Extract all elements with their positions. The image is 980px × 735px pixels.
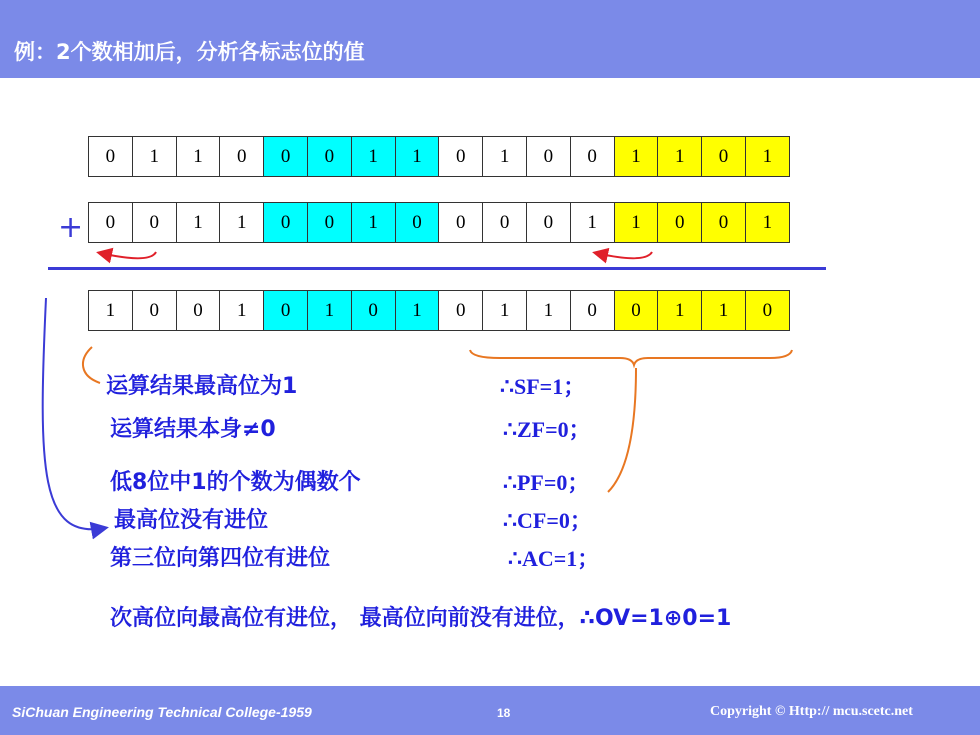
bit-cell: 0 xyxy=(438,136,483,177)
bit-cell: 0 xyxy=(263,290,308,331)
plus-sign: + xyxy=(58,210,84,245)
bit-cell: 0 xyxy=(307,202,352,243)
carry-arrow-msb xyxy=(100,252,156,258)
orange-connector xyxy=(608,368,636,492)
bit-cell: 0 xyxy=(395,202,440,243)
bit-cell: 0 xyxy=(263,136,308,177)
bit-cell: 1 xyxy=(351,136,396,177)
bit-cell: 1 xyxy=(745,136,790,177)
bit-cell: 1 xyxy=(482,290,527,331)
slide-title: 例：2个数相加后，分析各标志位的值 xyxy=(14,40,365,64)
ov-statement: 次高位向最高位有进位， 最高位向前没有进位，∴OV=1⊕0=1 xyxy=(110,606,732,631)
college-name: SiChuan Engineering Technical College-1959 xyxy=(12,704,312,720)
bit-cell: 1 xyxy=(395,290,440,331)
bit-cell: 1 xyxy=(614,202,659,243)
bit-cell: 1 xyxy=(307,290,352,331)
bit-cell: 0 xyxy=(526,136,571,177)
bit-cell: 0 xyxy=(132,290,177,331)
condition-pf: 低8位中1的个数为偶数个 xyxy=(110,470,361,495)
copyright: Copyright © Http:// mcu.scetc.net xyxy=(710,704,913,719)
result-zf: ∴ZF=0； xyxy=(503,417,591,442)
bit-cell: 1 xyxy=(176,136,221,177)
bit-cell: 0 xyxy=(176,290,221,331)
page-number: 18 xyxy=(497,706,511,720)
bit-cell: 1 xyxy=(701,290,746,331)
bit-cell: 1 xyxy=(219,202,264,243)
condition-cf: 最高位没有进位 xyxy=(114,508,269,533)
bit-cell: 0 xyxy=(526,202,571,243)
bit-cell: 0 xyxy=(219,136,264,177)
bit-cell: 1 xyxy=(482,136,527,177)
bit-cell: 0 xyxy=(482,202,527,243)
bit-cell: 1 xyxy=(745,202,790,243)
bit-cell: 0 xyxy=(307,136,352,177)
bit-cell: 1 xyxy=(395,136,440,177)
bit-cell: 1 xyxy=(526,290,571,331)
result-ac: ∴AC=1； xyxy=(508,546,600,571)
bit-cell: 0 xyxy=(88,136,133,177)
bit-cell: 0 xyxy=(570,136,615,177)
blue-carry-arrow xyxy=(43,298,105,529)
carry-arrow-bit3 xyxy=(596,252,652,258)
bit-cell: 1 xyxy=(657,290,702,331)
bit-cell: 1 xyxy=(570,202,615,243)
bit-cell: 1 xyxy=(351,202,396,243)
bit-cell: 0 xyxy=(351,290,396,331)
bit-cell: 1 xyxy=(88,290,133,331)
condition-zf: 运算结果本身≠0 xyxy=(110,417,276,442)
orange-paren xyxy=(83,347,100,383)
result-pf: ∴PF=0； xyxy=(503,470,590,495)
bit-cell: 0 xyxy=(745,290,790,331)
condition-sf: 运算结果最高位为1 xyxy=(106,374,298,399)
bit-cell: 0 xyxy=(132,202,177,243)
bit-cell: 0 xyxy=(438,290,483,331)
bit-cell: 1 xyxy=(657,136,702,177)
bit-cell: 0 xyxy=(614,290,659,331)
orange-brace xyxy=(470,350,792,365)
bit-cell: 1 xyxy=(176,202,221,243)
bit-cell: 0 xyxy=(438,202,483,243)
bit-cell: 0 xyxy=(701,202,746,243)
result-cf: ∴CF=0； xyxy=(503,508,592,533)
bit-cell: 0 xyxy=(657,202,702,243)
footer-bar xyxy=(0,686,980,735)
condition-ac: 第三位向第四位有进位 xyxy=(110,546,331,571)
bit-cell: 0 xyxy=(570,290,615,331)
result-sf: ∴SF=1； xyxy=(500,374,586,399)
bit-cell: 0 xyxy=(701,136,746,177)
bit-cell: 1 xyxy=(614,136,659,177)
bit-cell: 1 xyxy=(132,136,177,177)
bit-cell: 1 xyxy=(219,290,264,331)
bit-cell: 0 xyxy=(88,202,133,243)
bit-cell: 0 xyxy=(263,202,308,243)
